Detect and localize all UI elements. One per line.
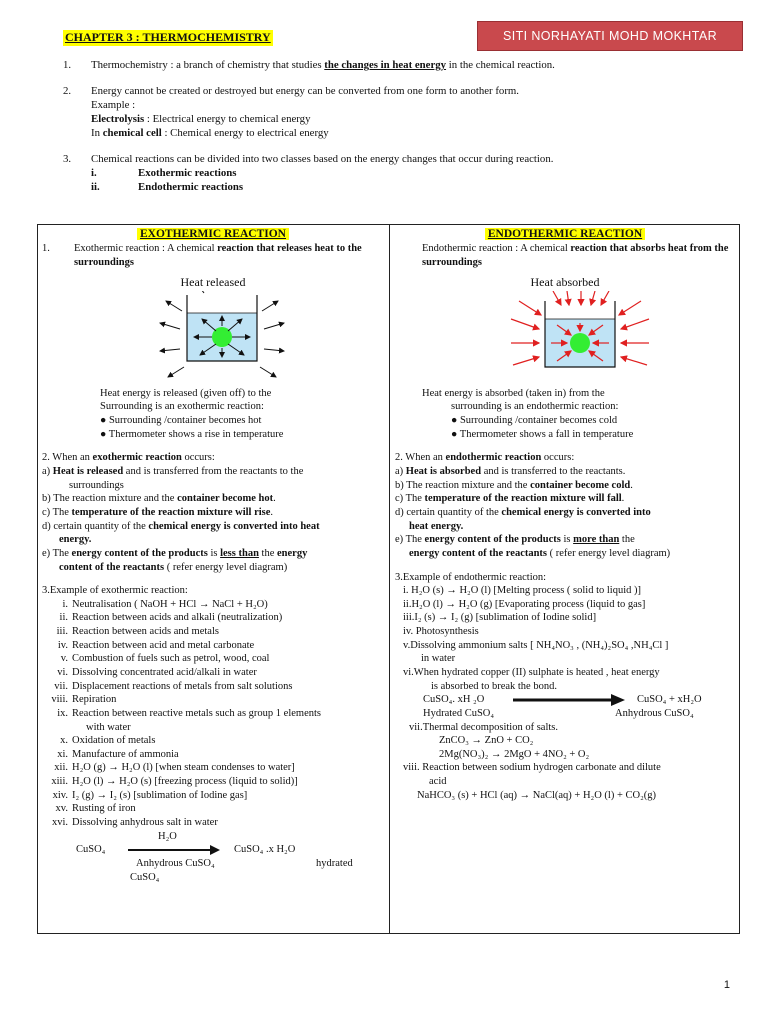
reaction-arrow-icon [513,694,625,706]
example-item: xvi. Dissolving anhydrous salt in water [51,817,218,829]
exothermic-column: EXOTHERMIC REACTION 1. Exothermic reaction : A chemical reaction that releases heat to the surroundings Heat released Heat energy is released (given off) to the Surrounding is an exothermic reaction: ● Surrounding /container becomes hot ● Thermometer shows a rise in temperature 2. When an exothermic reaction occurs: a) Heat is released and is transferred from the reactants to the surroundings b) The reaction mixture and the container become hot. c) The temperature of the reaction mixture will rise. d) certain quantity of the chemical energy is converted into heat energy. e) The energy content of the products is less than the energy content of the reactants ( refer energy level diagram) 3.Example of exothermic reaction: i. Neutralisation ( NaOH + HCl → NaCl + H₂O) ii. Reaction between acids and alkali (neutralization) iii. Reaction between acids and metals iv. Reaction between acid and metal carbonate v. Combustion of fuels such as petrol, wood, coal vi. Dissolving concentrated acid/alkali in water vii. Displacement reactions of metals from salt solutions viii. Repiration ix. Reaction between reactive metals such as group 1 elements with water x. Oxidation of metals xi. Manufacture of ammonia xii. H₂O (g) → H₂O (l) [when steam condenses to water] xiii. H₂O (l) → H₂O (s) [freezing process (liquid to solid)] xiv. I₂ (g) → I₂ (s) [sublimation of Iodine gas] xv. Rusting of iron xvi. Dissolving anhydrous salt in water H₂O CuSO₄ CuSO₄ .x H₂O Anhydrous CuSO₄ hydrated CuSO₄ [42,227,384,884]
reaction-arrow-icon [128,845,220,855]
example-item: ix. Reaction between reactive metals such as group 1 elements [57,707,321,719]
example-item: vii. Displacement reactions of metals from salt solutions [54,680,293,692]
endo-equation: CuSO₄. xH ₂O CuSO₄ + xH₂O [423,694,702,706]
endothermic-diagram [505,291,735,383]
intro-point-1: 1. Thermochemistry : a branch of chemistry that studies the changes in heat energy in the chemical reaction. [63,59,555,71]
comparison-table [37,224,740,934]
example-item: xv. Rusting of iron [55,803,136,815]
heat-released-label: Heat released [180,275,246,290]
page-number: 1 [723,978,730,991]
example-item: xii. H₂O (g) → H₂O (l) [when steam condenses to water] [54,762,295,774]
exo-equation: CuSO₄ CuSO₄ .x H₂O [76,844,296,856]
author-banner: SITI NORHAYATI MOHD MOKHTAR [477,21,743,51]
example-item: viii. Repiration [51,694,117,706]
endothermic-examples-list: i. H₂O (s) → H₂O (l) [Melting process ( solid to liquid )] ii.H₂O (l) → H₂O (g) [Evaporating process (liquid to gas] iii.I₂ (s) → I₂ (g) [sublimation of Iodine solid] iv. Photosynthesis v.Dissolving ammonium salts [ NH₄NO₃ , (NH₄)₂SO₄ ,NH₄Cl ] in water vi.When hydrated copper (II) sulphate is heated , heat energy is absorbed to break the bond. [403,585,669,692]
example-item: ii. Reaction between acids and alkali (neutralization) [59,612,283,624]
column-divider [389,225,390,933]
chapter-title: CHAPTER 3 : THERMOCHEMISTRY [65,30,271,44]
exothermic-title: EXOTHERMIC REACTION [42,227,384,242]
example-item: with water [86,721,131,733]
example-item: xiii. H₂O (l) → H₂O (s) [freezing process (liquid to solid)] [51,776,298,788]
heat-absorbed-beaker-icon [505,291,655,383]
example-item: x. Oxidation of metals [60,735,156,747]
example-item: iii. Reaction between acids and metals [56,626,219,638]
intro-section [63,58,743,206]
exothermic-examples-list [42,598,384,830]
example-item: i. Neutralisation ( NaOH + HCl → NaCl + H₂O) [62,598,268,610]
heat-absorbed-label: Heat absorbed [530,275,600,290]
exothermic-diagram [142,291,384,383]
intro-point-2: 2. Energy cannot be created or destroyed but energy can be converted from one form to another form. Example : Electrolysis : Electrical energy to chemical energy In chemical cell : Chemical energy to electrical energy [63,85,520,140]
example-item: xi. Manufacture of ammonia [57,748,179,760]
example-item: iv. Reaction between acid and metal carbonate [57,639,255,651]
example-item: vi. Dissolving concentrated acid/alkali in water [57,666,257,678]
endothermic-title: ENDOTHERMIC REACTION [395,227,735,242]
example-item: xiv. I₂ (g) → I₂ (s) [sublimation of Iodine gas] [52,789,248,801]
heat-released-beaker-icon [142,291,302,383]
endothermic-column: ENDOTHERMIC REACTION Endothermic reaction : A chemical reaction that absorbs heat from the surroundings Heat absorbed Heat energy is absorbed (taken in) from the surrounding is an endothermic reaction: ● Surrounding /container becomes cold ● Thermometer shows a fall in temperature 2. When an endothermic reaction occurs: a) Heat is absorbed and is transferred to the reactants. b) The reaction mixture and the container become cold. c) The temperature of the reaction mixture will fall. d) certain quantity of the chemical energy is converted into heat energy. e) The energy content of the products is more than the energy content of the reactants ( refer energy level diagram) 3.Example of endothermic reaction: i. H₂O (s) → H₂O (l) [Melting process ( solid to liquid )] ii.H₂O (l) → H₂O (g) [Evaporating process (liquid to gas] iii.I₂ (s) → I₂ (g) [sublimation of Iodine solid] iv. Photosynthesis v.Dissolving ammonium salts [ NH₄NO₃ , (NH₄)₂SO₄ ,NH₄Cl ] in water vi.When hydrated copper (II) sulphate is heated , heat energy is absorbed to break the bond. CuSO₄. xH ₂O CuSO₄ + xH₂O Hydrated CuSO₄ Anhydrous CuSO₄ vii.Thermal decomposition of salts. ZnCO₃ → ZnO + CO₂ 2Mg(NO₃)₂ → 2MgO + 4NO₂ + O₂ viii. Reaction between sodium hydrogen carbonate and dilute acid NaHCO₃ (s) + HCl (aq) → NaCl(aq) + H₂O (l) + CO₂(g) [395,227,735,802]
intro-point-3: 3. Chemical reactions can be divided into two classes based on the energy changes that occur during reaction. i. Exothermic reactions ii. Endothermic reactions [63,153,554,194]
example-item: v. Combustion of fuels such as petrol, wood, coal [60,653,270,665]
